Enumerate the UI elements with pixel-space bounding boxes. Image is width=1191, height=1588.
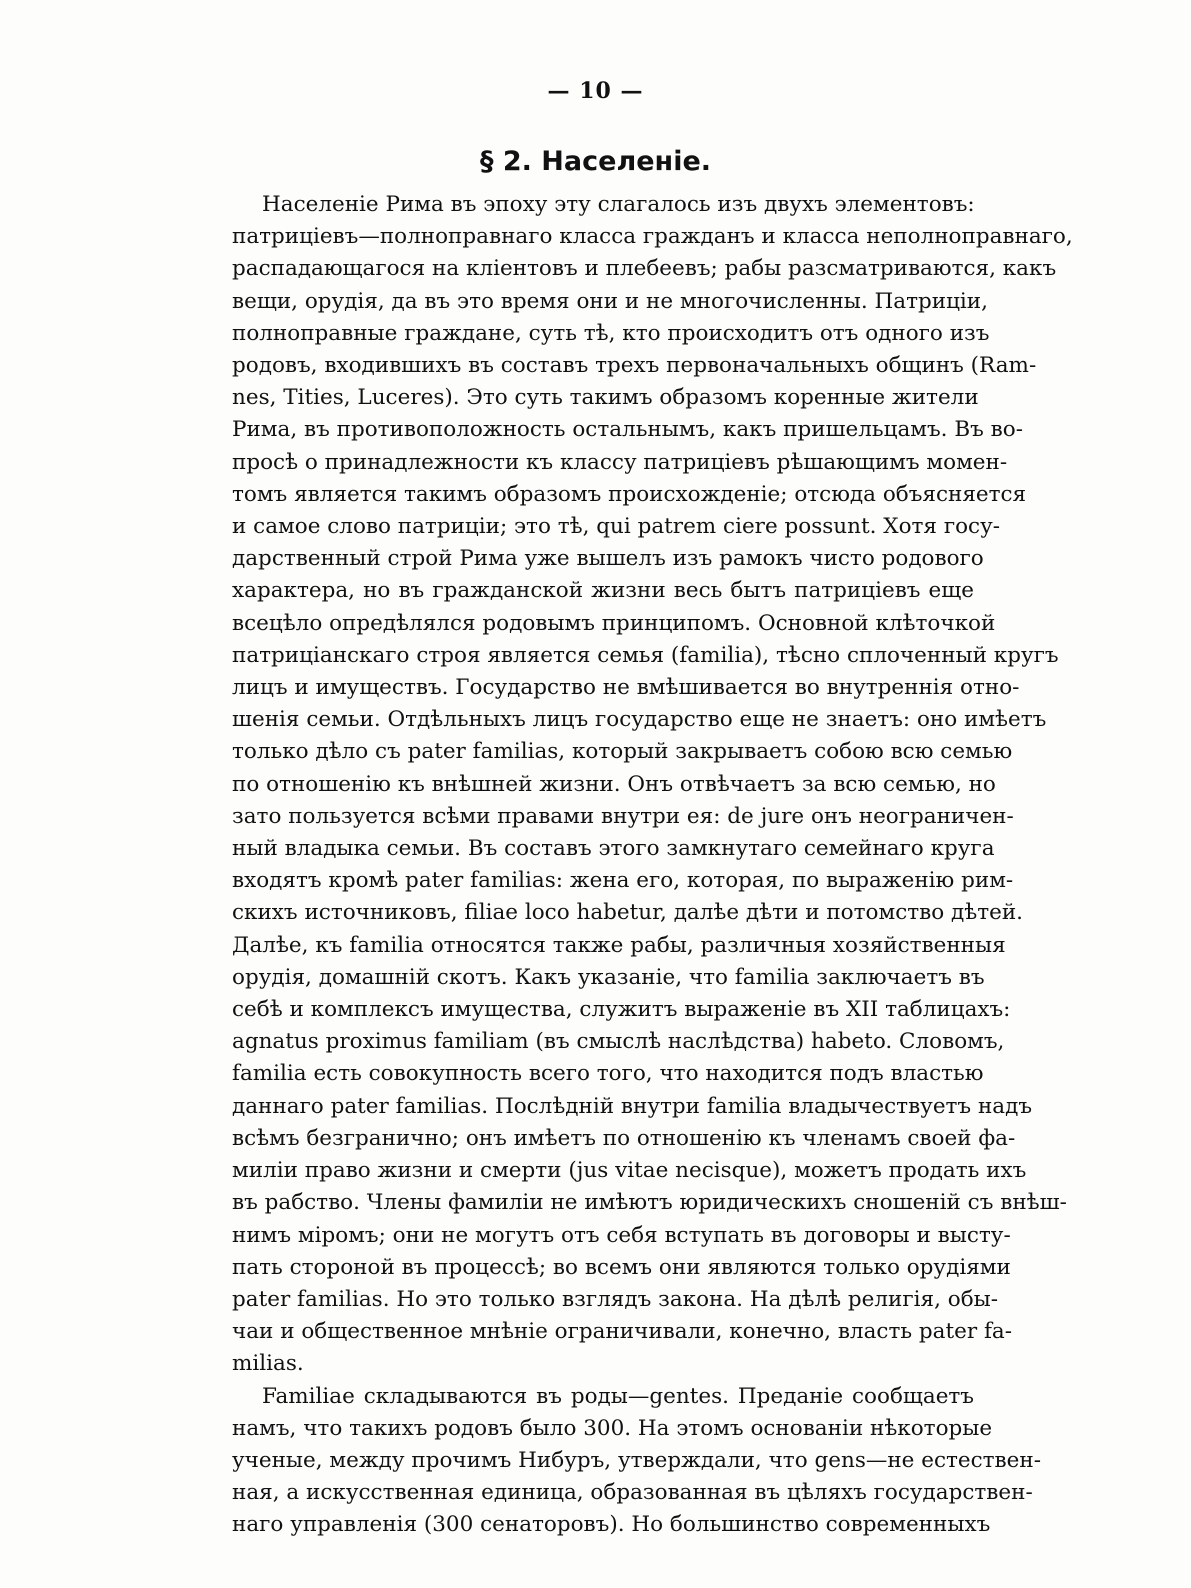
- text-line: себѣ и комплексъ имущества, служитъ выраженіе въ XII таблицахъ:: [232, 997, 1011, 1023]
- text-line: ученые, между прочимъ Нибуръ, утверждали, что gens—не естествен-: [232, 1447, 1041, 1473]
- text-line: распадающагося на кліентовъ и плебеевъ; рабы разсматриваются, какъ: [232, 256, 1057, 282]
- text-line: вещи, орудія, да въ это время они и не многочисленны. Патриціи,: [232, 288, 988, 314]
- page-number: — 10 —: [547, 78, 644, 104]
- text-line: миліи право жизни и смерти (jus vitae necisque), можетъ продать ихъ: [232, 1158, 1027, 1184]
- text-line: орудія, домашній скотъ. Какъ указаніе, что familia заключаетъ въ: [232, 964, 985, 990]
- text-line: нимъ міромъ; они не могутъ отъ себя вступать въ договоры и высту-: [232, 1222, 1011, 1248]
- text-line: только дѣло съ pater familias, который закрываетъ собою всю семью: [232, 739, 1013, 765]
- paragraph-2: [232, 1381, 1041, 1542]
- text-line: патриціанскаго строя является семья (familia), тѣсно сплоченный кругъ: [232, 642, 1059, 668]
- text-line: пать стороной въ процессѣ; во всемъ они являются только орудіями: [232, 1254, 1011, 1280]
- text-line: agnatus proximus familiam (въ смыслѣ наслѣдства) habeto. Словомъ,: [232, 1029, 1005, 1055]
- text-line: зато пользуется всѣми правами внутри ея: de jure онъ неограничен-: [232, 803, 1014, 829]
- text-line: лицъ и имуществъ. Государство не вмѣшивается во внутреннія отно-: [232, 675, 1020, 701]
- text-line: шенія семьи. Отдѣльныхъ лицъ государство еще не знаетъ: оно имѣетъ: [232, 707, 1047, 733]
- text-line: Далѣе, къ familia относятся также рабы, различныя хозяйственныя: [232, 932, 1006, 958]
- body-text: [232, 189, 1073, 1542]
- text-line: томъ является такимъ образомъ происхожденіе; отсюда объясняется: [232, 481, 1027, 507]
- text-line: familia есть совокупность всего того, что находится подъ властью: [232, 1061, 984, 1087]
- text-line: характера, но въ гражданской жизни весь бытъ патриціевъ еще: [232, 578, 974, 604]
- text-line: nes, Tities, Luceres). Это суть такимъ образомъ коренные жители: [232, 385, 979, 411]
- text-line: намъ, что такихъ родовъ было 300. На этомъ основаніи нѣкоторые: [232, 1415, 993, 1441]
- text-line: всѣмъ безгранично; онъ имѣетъ по отношенію къ членамъ своей фа-: [232, 1125, 1016, 1151]
- text-line: входятъ кромѣ pater familias: жена его, которая, по выраженію рим-: [232, 868, 1014, 894]
- text-line: даннаго pater familias. Послѣдній внутри familia владычествуетъ надъ: [232, 1093, 1033, 1119]
- text-line: наго управленія (300 сенаторовъ). Но большинство современныхъ: [232, 1512, 991, 1538]
- text-line: въ рабство. Члены фамиліи не имѣютъ юридическихъ сношеній съ внѣш-: [232, 1190, 1067, 1216]
- text-line: ный владыка семьи. Въ составъ этого замкнутаго семейнаго круга: [232, 836, 995, 862]
- text-line: скихъ источниковъ, filiae loco habetur, далѣе дѣти и потомство дѣтей.: [232, 900, 1023, 926]
- text-line: и самое слово патриціи; это тѣ, qui patrem ciere possunt. Хотя госу-: [232, 514, 1000, 540]
- text-line: полноправные граждане, суть тѣ, кто происходитъ отъ одного изъ: [232, 320, 990, 346]
- text-line: Familiae складываются въ роды—gentes. Преданіе сообщаетъ: [262, 1383, 974, 1409]
- text-line: всецѣло опредѣлялся родовымъ принципомъ. Основной клѣточкой: [232, 610, 996, 636]
- section-title: § 2. Населеніе.: [479, 146, 712, 177]
- text-line: ная, а искусственная единица, образованная въ цѣляхъ государствен-: [232, 1480, 1033, 1506]
- text-line: по отношенію къ внѣшней жизни. Онъ отвѣчаетъ за всю семью, но: [232, 771, 996, 797]
- text-line: дарственный строй Рима уже вышелъ изъ рамокъ чисто родового: [232, 546, 984, 572]
- paragraph-1: [232, 189, 1073, 1381]
- text-line: Населеніе Рима въ эпоху эту слагалось изъ двухъ элементовъ:: [262, 192, 975, 217]
- text-line: чаи и общественное мнѣніе ограничивали, конечно, власть pater fa-: [232, 1319, 1012, 1345]
- text-line: milias.: [232, 1351, 304, 1377]
- text-line: патриціевъ—полноправнаго класса гражданъ и класса неполноправнаго,: [232, 224, 1073, 250]
- text-line: родовъ, входившихъ въ составъ трехъ первоначальныхъ общинъ (Ram-: [232, 353, 1037, 379]
- text-line: Рима, въ противоположность остальнымъ, какъ пришельцамъ. Въ во-: [232, 417, 1023, 443]
- text-line: pater familias. Но это только взглядъ закона. На дѣлѣ религія, обы-: [232, 1286, 999, 1312]
- text-line: просѣ о принадлежности къ классу патриціевъ рѣшающимъ момен-: [232, 449, 1008, 475]
